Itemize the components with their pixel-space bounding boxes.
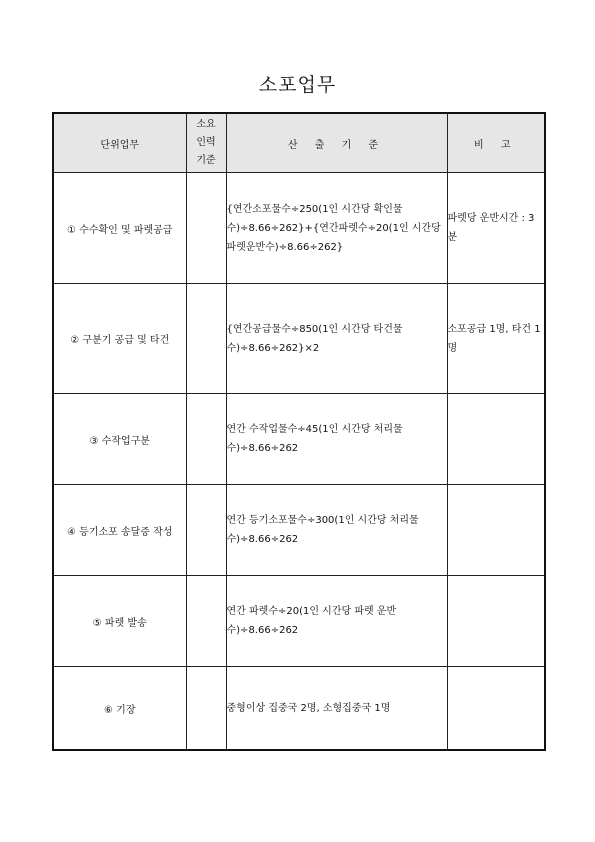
staffing-standard-table: [52, 112, 546, 751]
formula-cell: {연간소포물수÷250(1인 시간당 확인물수)÷8.66÷262}+{연간파렛수÷20(1인 시간당 파렛운반수)÷8.66÷262}: [226, 173, 447, 284]
task-cell: ⑤ 파렛 발송: [53, 576, 186, 667]
note-cell: [447, 576, 545, 667]
note-cell: [447, 485, 545, 576]
header-staff-line2: 인력: [196, 137, 216, 148]
table-row: [53, 576, 545, 667]
formula-cell: {연간공급물수÷850(1인 시간당 타건물수)÷8.66÷262}×2: [226, 284, 447, 394]
formula-cell: 연간 등기소포물수÷300(1인 시간당 처리물수)÷8.66÷262: [226, 485, 447, 576]
staff-cell: [186, 173, 226, 284]
header-staff: [186, 113, 226, 173]
table-row: [53, 667, 545, 751]
page-title: 소포업무: [258, 74, 337, 96]
task-cell: ③ 수작업구분: [53, 394, 186, 485]
header-note: 비 고: [447, 113, 545, 173]
table-row: [53, 485, 545, 576]
table-row: [53, 394, 545, 485]
task-cell: ① 수수확인 및 파렛공급: [53, 173, 186, 284]
formula-cell: 연간 수작업물수÷45(1인 시간당 처리물수)÷8.66÷262: [226, 394, 447, 485]
header-staff-line1: 소요: [196, 119, 216, 130]
table-row: [53, 173, 545, 284]
note-cell: 파렛당 운반시간 : 3분: [447, 173, 545, 284]
header-formula: 산 출 기 준: [226, 113, 447, 173]
formula-cell: 연간 파렛수÷20(1인 시간당 파렛 운반수)÷8.66÷262: [226, 576, 447, 667]
table-row: [53, 284, 545, 394]
staff-cell: [186, 667, 226, 751]
staff-cell: [186, 284, 226, 394]
task-cell: ② 구분기 공급 및 타건: [53, 284, 186, 394]
staff-cell: [186, 576, 226, 667]
formula-cell: 중형이상 집중국 2명, 소형집중국 1명: [226, 667, 447, 751]
task-cell: ⑥ 기장: [53, 667, 186, 751]
note-cell: [447, 394, 545, 485]
header-task: 단위업무: [53, 113, 186, 173]
header-staff-line3: 기준: [196, 155, 216, 166]
table-header-row: [53, 113, 545, 173]
staff-cell: [186, 394, 226, 485]
note-cell: [447, 667, 545, 751]
staff-cell: [186, 485, 226, 576]
task-cell: ④ 등기소포 송달증 작성: [53, 485, 186, 576]
note-cell: 소포공급 1명, 타건 1명: [447, 284, 545, 394]
